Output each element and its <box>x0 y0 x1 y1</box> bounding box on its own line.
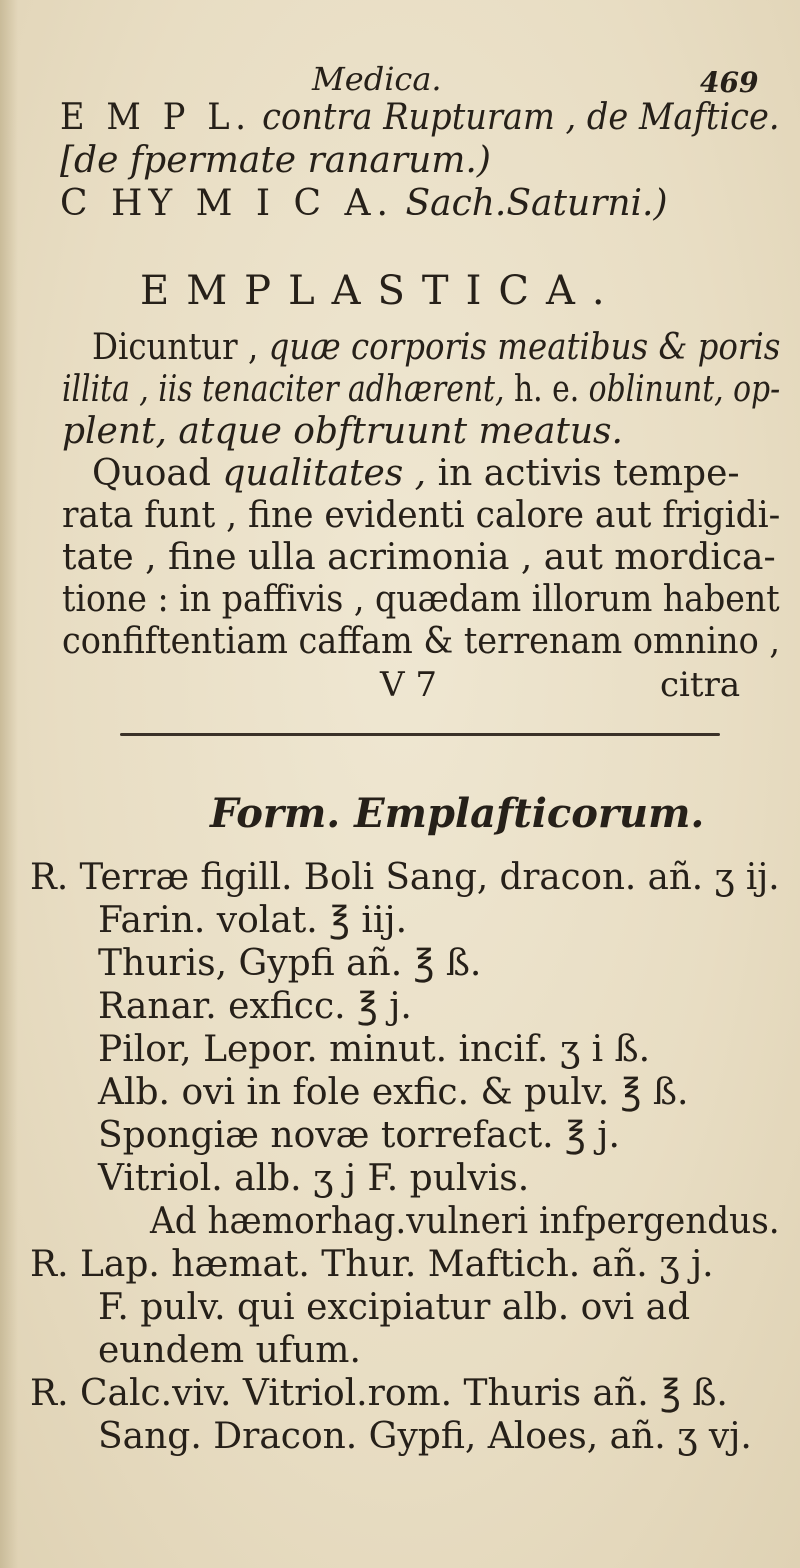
signature-mark: V 7 <box>380 665 437 705</box>
section-title: EMPLASTICA. <box>140 268 622 314</box>
definition-line-2-italic: illita , iis tenaciter adhærent, <box>62 369 505 410</box>
definition-line-4 <box>92 453 740 494</box>
text-line-1-caps: E M P L. <box>60 97 252 138</box>
recipe-line-12: eundem ufum. <box>98 1330 361 1371</box>
recipe-line-11: F. pulv. qui excipiatur alb. ovi ad <box>98 1287 691 1328</box>
text-line-3 <box>60 183 668 224</box>
recipe-line-9: Ad hæmorhag.vulneri infpergendus. <box>150 1201 780 1242</box>
definition-line-8: confiftentiam caffam & terrenam omnino , <box>62 621 781 662</box>
catchword: citra <box>660 665 741 705</box>
definition-line-2-roman: h. e. <box>513 369 580 410</box>
definition-line-4-italic: qualitates , <box>222 453 427 494</box>
recipe-line-5: Pilor, Lepor. minut. incif. ʒ i ß. <box>98 1029 651 1070</box>
recipe-line-10: R. Lap. hæmat. Thur. Maftich. añ. ʒ j. <box>30 1244 714 1285</box>
recipe-line-14: Sang. Dracon. Gypfi, Aloes, añ. ʒ vj. <box>98 1416 752 1457</box>
page-number: 469 <box>700 66 759 99</box>
definition-line-4-roman: Quoad <box>92 453 211 494</box>
recipe-line-6: Alb. ovi in fole exfic. & pulv. ℥ ß. <box>98 1072 689 1113</box>
definition-line-7: tione : in paffivis , quædam illorum habent <box>62 579 780 620</box>
recipe-line-2: Farin. volat. ℥ iij. <box>98 900 408 941</box>
recipe-line-13: R. Calc.viv. Vitriol.rom. Thuris añ. ℥ ß. <box>30 1373 728 1414</box>
text-line-1-italic: contra Rupturam , de Maftice. <box>262 97 780 138</box>
definition-line-1 <box>92 327 781 368</box>
text-line-1 <box>60 97 780 138</box>
definition-line-2 <box>62 369 781 410</box>
recipe-line-3: Thuris, Gypfi añ. ℥ ß. <box>98 943 482 984</box>
running-title: Medica. <box>312 60 442 98</box>
definition-line-6: tate , fine ulla acrimonia , aut mordica- <box>62 537 776 578</box>
definition-line-1-roman: Dicuntur , <box>92 327 259 368</box>
form-title: Form. Emplafticorum. <box>210 790 705 837</box>
definition-line-5: rata funt , fine evidenti calore aut frigidi- <box>62 495 781 536</box>
running-head <box>0 60 800 100</box>
definition-line-4-roman-b: in activis tempe- <box>437 453 740 494</box>
definition-line-3: plent, atque obftruunt meatus. <box>62 411 623 452</box>
recipe-line-8: Vitriol. alb. ʒ j F. pulvis. <box>98 1158 530 1199</box>
recipe-line-1: R. Terræ figill. Boli Sang, dracon. añ. ʒ ij. <box>30 857 780 898</box>
definition-line-1-italic: quæ corporis meatibus & poris <box>268 327 781 368</box>
recipe-line-4: Ranar. exficc. ℥ j. <box>98 986 412 1027</box>
recipe-line-7: Spongiæ novæ torrefact. ℥ j. <box>98 1115 620 1156</box>
text-line-3-caps: C HY M I C A. <box>60 183 394 224</box>
definition-line-2-italic-b: oblinunt, op- <box>588 369 781 410</box>
horizontal-rule <box>120 733 720 736</box>
text-line-2: [de fpermate ranarum.) <box>60 140 491 181</box>
text-line-3-italic: Sach.Saturni.) <box>405 183 668 224</box>
